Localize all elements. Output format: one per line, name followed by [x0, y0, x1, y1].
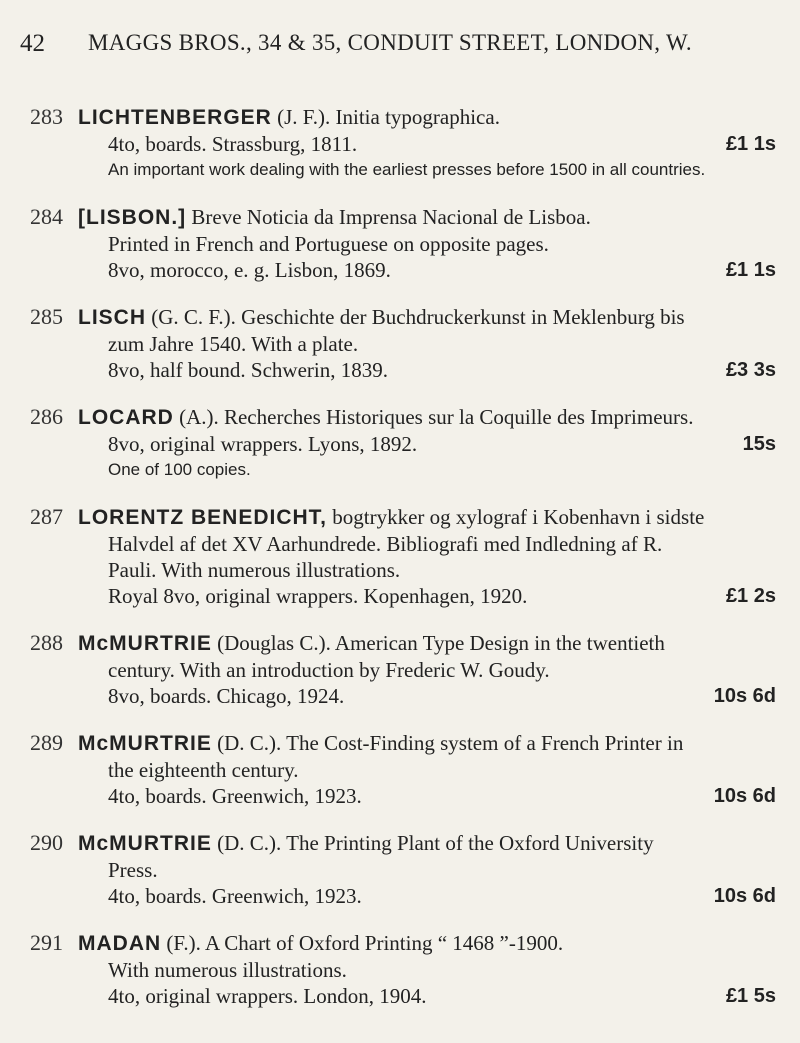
entry-price: 10s 6d	[713, 885, 776, 907]
entry-title: (D. C.). The Printing Plant of the Oxford University	[217, 831, 654, 855]
entry-title: (G. C. F.). Geschichte der Buchdruckerkunst in Meklenburg bis	[151, 305, 685, 329]
entry-number: 286	[30, 404, 63, 429]
entry-title: bogtrykker og xylograf i Kobenhavn i sidste	[332, 505, 705, 529]
running-head: MAGGS BROS., 34 & 35, CONDUIT STREET, LONDON, W.	[88, 30, 692, 55]
running-header	[20, 24, 780, 84]
entry-title-continued: century. With an introduction by Frederic W. Goudy.	[108, 658, 550, 682]
entry-title-continued: Pauli. With numerous illustrations.	[108, 558, 401, 582]
entry-author: [LISBON.]	[78, 206, 187, 229]
entry-title: (J. F.). Initia typographica.	[277, 105, 500, 129]
entry-title-continued: With numerous illustrations.	[108, 958, 347, 982]
entry-author: LISCH	[78, 306, 146, 329]
entry-imprint: 4to, boards. Greenwich, 1923.	[108, 784, 362, 808]
entry-title: (A.). Recherches Historiques sur la Coquille des Imprimeurs.	[179, 405, 694, 429]
entry-imprint: 8vo, half bound. Schwerin, 1839.	[108, 358, 388, 382]
page-number: 42	[20, 30, 45, 57]
entry-number: 290	[30, 830, 63, 855]
entry-title-continued: Press.	[108, 858, 158, 882]
entry-price: £3 3s	[725, 359, 776, 381]
entry-imprint: 8vo, boards. Chicago, 1924.	[108, 684, 345, 708]
entry-price: £1 2s	[725, 585, 776, 607]
entry-imprint: 8vo, original wrappers. Lyons, 1892.	[108, 432, 418, 456]
entry-number: 291	[30, 930, 63, 955]
entry-title: Breve Noticia da Imprensa Nacional de Lisboa.	[191, 205, 591, 229]
entry-author: MADAN	[78, 932, 162, 955]
entry-price: 10s 6d	[713, 785, 776, 807]
entry-imprint: 4to, original wrappers. London, 1904.	[108, 984, 427, 1008]
entry-author: McMURTRIE	[78, 632, 212, 655]
entry-title: (F.). A Chart of Oxford Printing “ 1468 ”-1900.	[166, 931, 564, 955]
entry-author: LICHTENBERGER	[78, 106, 272, 129]
entry-price: 15s	[742, 433, 776, 455]
entry-number: 287	[30, 504, 63, 529]
entry-imprint: 8vo, morocco, e. g. Lisbon, 1869.	[108, 258, 391, 282]
entry-title-continued: Printed in French and Portuguese on opposite pages.	[108, 232, 549, 256]
entry-title: (Douglas C.). American Type Design in the twentieth	[217, 631, 665, 655]
entry-title-continued: zum Jahre 1540. With a plate.	[108, 332, 359, 356]
entry-number: 285	[30, 304, 63, 329]
entry-number: 289	[30, 730, 63, 755]
entry-author: McMURTRIE	[78, 732, 212, 755]
entry-author: LOCARD	[78, 406, 174, 429]
entry-price: £1 1s	[725, 133, 776, 155]
entry-title-continued: the eighteenth century.	[108, 758, 299, 782]
entry-title: (D. C.). The Cost-Finding system of a French Printer in	[217, 731, 684, 755]
entry-title-continued: Halvdel af det XV Aarhundrede. Bibliografi med Indledning af R.	[108, 532, 663, 556]
entry-note: An important work dealing with the earliest presses before 1500 in all countries.	[108, 160, 706, 179]
entry-imprint: Royal 8vo, original wrappers. Kopenhagen, 1920.	[108, 584, 528, 608]
entry-price: £1 5s	[725, 985, 776, 1007]
entry-imprint: 4to, boards. Strassburg, 1811.	[108, 132, 358, 156]
entry-note: One of 100 copies.	[108, 460, 251, 479]
entry-author: LORENTZ BENEDICHT,	[78, 506, 327, 529]
entry-price: 10s 6d	[713, 685, 776, 707]
entry-number: 288	[30, 630, 63, 655]
entry-author: McMURTRIE	[78, 832, 212, 855]
entry-number: 283	[30, 104, 63, 129]
entry-number: 284	[30, 204, 63, 229]
entry-imprint: 4to, boards. Greenwich, 1923.	[108, 884, 362, 908]
entry-price: £1 1s	[725, 259, 776, 281]
